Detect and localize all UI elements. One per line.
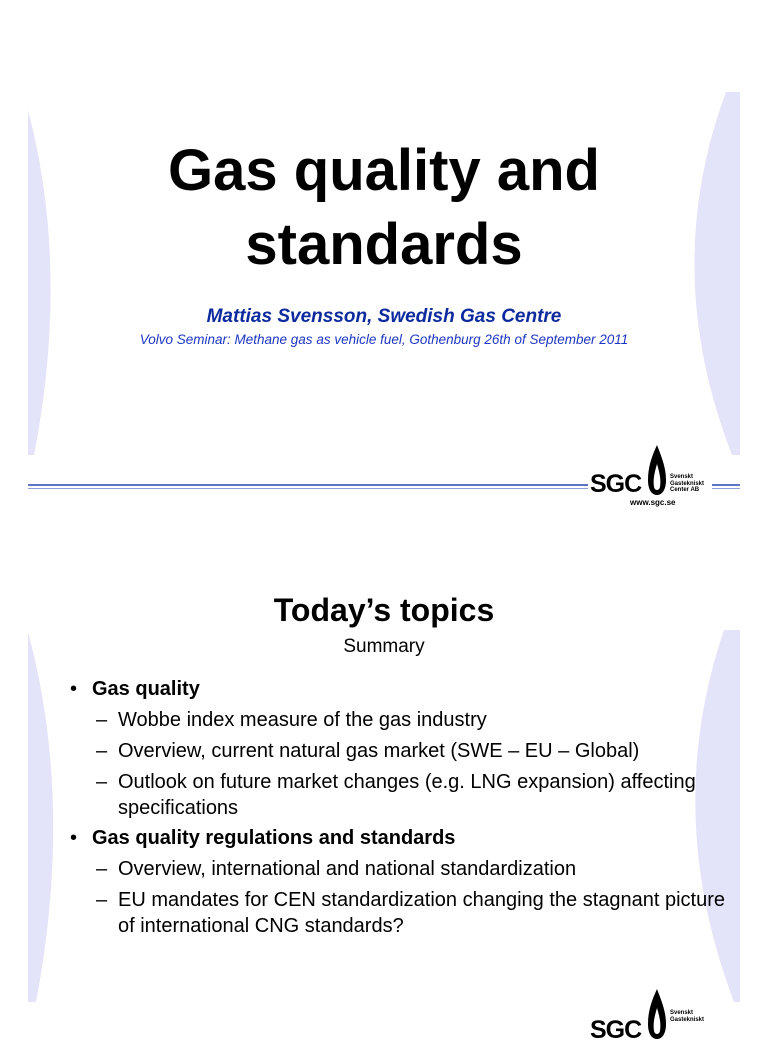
slide-title: Today’s topics [273,592,495,628]
list-item-text: Outlook on future market changes (e.g. LNG expansion) affecting specifications [118,771,696,819]
sgc-logo-subtext-line: Center AB [670,487,700,493]
website-url: www.sgc.se [630,498,676,507]
list-item-text: Overview, current natural gas market (SWE – EU – Global) [118,740,640,762]
event-line: Volvo Seminar: Methane gas as vehicle fuel, Gothenburg 26th of September 2011 [139,332,629,347]
dash: – [96,889,108,911]
sgc-logo-text: SGC [590,1016,642,1044]
list-item [70,769,730,821]
sgc-logo-subtext [670,1010,704,1023]
bullet: • [70,678,78,700]
sgc-logo-subtext [670,474,704,494]
sgc-logo-subtext-line: Svenskt [670,1010,694,1016]
list-item [70,738,730,764]
topic-heading-text: Gas quality [92,678,200,700]
divider-rule [712,488,740,489]
list-item-text: Overview, international and national standardization [118,858,577,880]
sgc-logo-text: SGC [590,470,642,498]
list-item [70,856,730,882]
sgc-logo-subtext-line: Gastekniskt [670,480,705,487]
topics-slide [0,512,768,1044]
topic-heading [70,825,730,851]
slide-title-line: Gas quality and [168,138,600,203]
dash: – [96,709,108,731]
slide-subtitle: Summary [343,636,425,657]
dash: – [96,740,108,762]
flame-icon [646,444,668,496]
list-item [70,887,730,939]
sgc-logo [590,444,710,510]
title-slide [0,0,768,512]
divider-rule [28,484,588,486]
dash: – [96,771,108,793]
author-line: Mattias Svensson, Swedish Gas Centre [206,306,562,327]
slide-title-line: standards [245,212,523,277]
sgc-logo-subtext-line: Svenskt [670,474,694,480]
sgc-logo [590,988,710,1044]
list-item-text: Wobbe index measure of the gas industry [118,709,487,731]
slide-title [0,134,768,282]
dash: – [96,858,108,880]
topic-heading-text: Gas quality regulations and standards [92,827,456,849]
divider-rule [712,484,740,486]
topic-heading [70,676,730,702]
sgc-logo-subtext-line: Gastekniskt [670,1016,705,1023]
topics-list [70,672,730,939]
list-item [70,707,730,733]
flame-icon [646,988,668,1040]
list-item-text: EU mandates for CEN standardization changing the stagnant picture of international CNG standards? [118,889,726,937]
divider-rule [28,488,588,489]
bullet: • [70,827,78,849]
